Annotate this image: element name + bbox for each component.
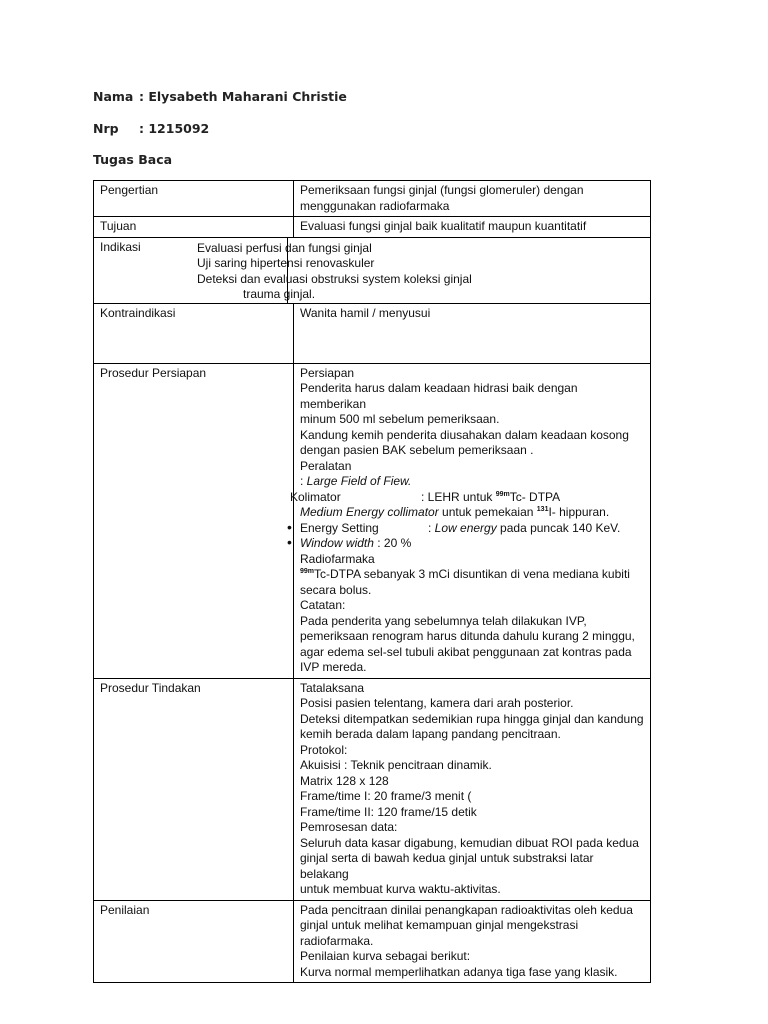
text-line: Deteksi ditempatkan sedemikian rupa hingga ginjal dan kandung — [300, 711, 644, 726]
kolimator-line — [290, 490, 644, 506]
text-fragment: Low energy — [434, 520, 497, 535]
text-line: secara bolus. — [300, 582, 372, 597]
text-line: Pemrosesan data: — [300, 820, 398, 834]
text-line: Pada pencitraan dinilai penangkapan radioaktivitas oleh kedua — [300, 902, 633, 917]
row-label: Pengertian — [94, 181, 294, 217]
row-indikasi-cell — [94, 237, 651, 303]
nrp-value: : 1215092 — [139, 121, 210, 136]
name-value: : Elysabeth Maharani Christie — [139, 89, 347, 104]
name-label: Nama — [93, 89, 134, 104]
nrp-line — [93, 121, 209, 136]
text-fragment: Kolimator — [290, 489, 341, 504]
row-content: Wanita hamil / menyusui — [294, 303, 651, 363]
text-line: minum 500 ml sebelum pemeriksaan. — [300, 412, 500, 426]
row-label: Penilaian — [94, 900, 294, 983]
text-line: Pada penderita yang sebelumnya telah dilakukan IVP, — [300, 613, 587, 628]
row-content: Evaluasi fungsi ginjal baik kualitatif maupun kuantitatif — [294, 217, 651, 238]
text-line: pemeriksaan renogram harus ditunda dahulu kurang 2 minggu, — [300, 629, 635, 643]
text-fragment: Window width — [300, 536, 374, 550]
text-fragment: : LEHR untuk — [421, 489, 496, 504]
table-row-kontraindikasi — [94, 303, 651, 363]
text-fragment: untuk pemekaian — [438, 505, 537, 519]
row-label: Prosedur Tindakan — [94, 678, 294, 900]
text-fragment: : — [428, 520, 435, 535]
medium-line — [300, 505, 644, 521]
text-line: Deteksi dan evaluasi obstruksi system koleksi ginjal — [197, 271, 472, 286]
nrp-label: Nrp — [93, 121, 119, 136]
table-row-tindakan — [94, 678, 651, 900]
table-row-penilaian — [94, 900, 651, 983]
document-title: Tugas Baca — [93, 152, 173, 167]
column-divider — [287, 238, 288, 303]
text-line: Persiapan — [300, 365, 355, 380]
text-line: dengan pasien BAK sebelum pemeriksaan . — [300, 443, 534, 457]
text-line: ginjal untuk melihat kemampuan ginjal mengekstrasi — [300, 918, 579, 932]
table-row-tujuan — [94, 217, 651, 238]
text-line: Peralatan — [300, 458, 352, 473]
text-line: Tatalaksana — [300, 680, 365, 695]
text-line: Evaluasi perfusi dan fungsi ginjal — [197, 240, 372, 255]
text-fragment: Large Field of Fiew. — [306, 474, 412, 488]
row-content — [294, 678, 651, 900]
text-line: Kurva normal memperlihatkan adanya tiga fase yang klasik. — [300, 964, 618, 979]
superscript: 131 — [536, 506, 549, 513]
text-line: menggunakan radiofarmaka — [300, 198, 450, 213]
table-row-pengertian — [94, 181, 651, 217]
window-line — [300, 536, 644, 552]
energy-line — [300, 521, 644, 537]
text-fragment: Energy Setting — [300, 520, 379, 535]
text-line: Protokol: — [300, 742, 348, 757]
text-line: Pemeriksaan fungsi ginjal (fungsi glomeruler) dengan — [300, 183, 584, 197]
superscript: 99m — [300, 568, 315, 575]
text-line: IVP mereda. — [300, 660, 367, 674]
dtpa-line — [300, 567, 644, 583]
text-line: Posisi pasien telentang, kamera dari arah posterior. — [300, 696, 574, 710]
procedure-table — [93, 180, 651, 983]
text-line: Kandung kemih penderita diusahakan dalam keadaan kosong — [300, 427, 629, 442]
text-fragment: I- hippuran. — [548, 505, 610, 519]
table-row-persiapan — [94, 363, 651, 678]
text-line: Frame/time I: 20 frame/3 menit ( — [300, 789, 472, 803]
text-fragment: : — [300, 474, 307, 488]
text-line: Penderita harus dalam keadaan hidrasi baik dengan memberikan — [300, 381, 578, 411]
row-label: Tujuan — [94, 217, 294, 238]
superscript: 99m — [495, 490, 510, 498]
text-line: Catatan: — [300, 598, 346, 612]
table-row-indikasi — [94, 237, 651, 303]
text-line: trauma ginjal. — [243, 287, 316, 301]
text-line: kemih berada dalam lapang pandang pencitraan. — [300, 727, 561, 741]
text-line: untuk membuat kurva waktu-aktivitas. — [300, 882, 501, 896]
indikasi-list — [197, 241, 472, 303]
lfov-line — [300, 474, 644, 490]
text-fragment: pada puncak 140 KeV. — [496, 520, 621, 535]
text-line: Seluruh data kasar digabung, kemudian dibuat ROI pada kedua — [300, 835, 639, 850]
text-line: radiofarmaka. — [300, 933, 374, 948]
row-content — [290, 363, 651, 678]
text-line: Penilaian kurva sebagai berikut: — [300, 949, 471, 963]
row-content — [294, 900, 651, 983]
text-line: Radiofarmaka — [300, 551, 375, 566]
row-label: Prosedur Persiapan — [94, 363, 294, 678]
row-label: Kontraindikasi — [94, 303, 294, 363]
text-line: Uji saring hipertensi renovaskuler — [197, 256, 375, 270]
text-line: ginjal serta di bawah kedua ginjal untuk substraksi latar belakang — [300, 851, 594, 881]
row-content — [294, 181, 651, 217]
text-line: Frame/time II: 120 frame/15 detik — [300, 804, 477, 819]
text-line: Akuisisi : Teknik pencitraan dinamik. — [300, 758, 492, 772]
row-label: Indikasi — [100, 239, 141, 254]
text-line: Matrix 128 x 128 — [300, 773, 389, 788]
text-fragment: Medium Energy collimator — [300, 505, 439, 519]
text-fragment: Tc-DTPA sebanyak 3 mCi disuntikan di vena mediana kubiti — [314, 567, 630, 581]
text-line: agar edema sel-sel tubuli akibat penggunaan zat kontras pada — [300, 644, 632, 659]
text-fragment: Tc- DTPA — [509, 489, 561, 504]
text-fragment: : 20 % — [373, 536, 412, 550]
name-line — [93, 89, 347, 104]
